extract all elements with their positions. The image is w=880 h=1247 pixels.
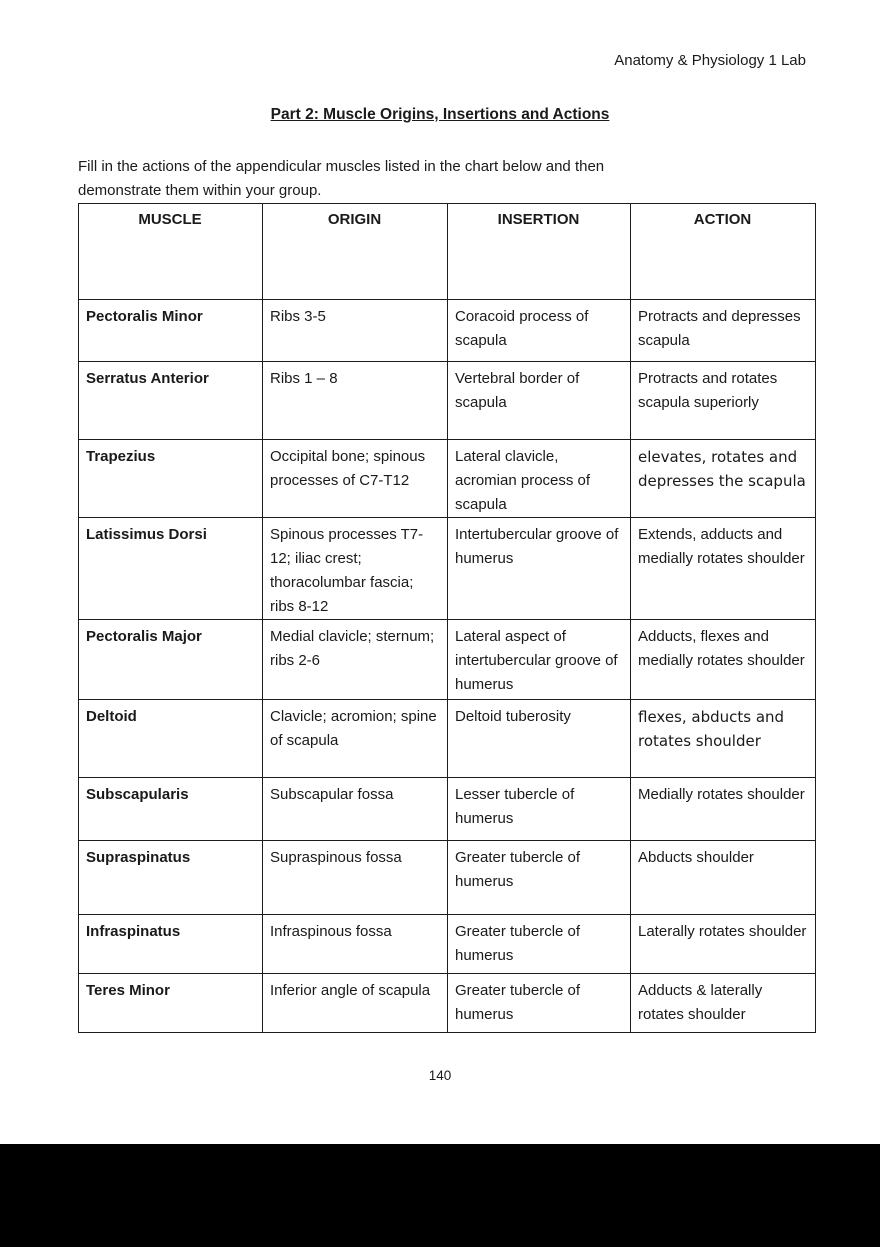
- origin-cell: Ribs 1 – 8: [263, 362, 448, 440]
- table-row: [79, 440, 816, 518]
- document-header-text: Anatomy & Physiology 1 Lab: [614, 52, 806, 69]
- table-row: [79, 915, 816, 974]
- muscle-cell: Serratus Anterior: [79, 362, 263, 440]
- column-header-action: ACTION: [631, 204, 816, 300]
- muscle-table-header: [79, 204, 816, 300]
- insertion-cell: Intertubercular groove of humerus: [448, 518, 631, 620]
- intro-line-2: demonstrate them within your group.: [78, 182, 322, 199]
- muscle-cell: Teres Minor: [79, 974, 263, 1033]
- table-row: [79, 700, 816, 778]
- origin-cell: Medial clavicle; sternum; ribs 2-6: [263, 620, 448, 700]
- action-cell: flexes, abducts and rotates shoulder: [631, 700, 816, 778]
- insertion-cell: Greater tubercle of humerus: [448, 841, 631, 915]
- action-cell: Protracts and depresses scapula: [631, 300, 816, 362]
- muscle-cell: Latissimus Dorsi: [79, 518, 263, 620]
- insertion-cell: Lateral clavicle, acromian process of scapula: [448, 440, 631, 518]
- insertion-cell: Coracoid process of scapula: [448, 300, 631, 362]
- muscle-table-body: [79, 300, 816, 1033]
- origin-cell: Occipital bone; spinous processes of C7-T12: [263, 440, 448, 518]
- insertion-cell: Greater tubercle of humerus: [448, 974, 631, 1033]
- muscle-cell: Supraspinatus: [79, 841, 263, 915]
- insertion-cell: Deltoid tuberosity: [448, 700, 631, 778]
- action-cell: elevates, rotates and depresses the scapula: [631, 440, 816, 518]
- origin-cell: Supraspinous fossa: [263, 841, 448, 915]
- footer-black-bar: [0, 1144, 880, 1247]
- muscle-cell: Pectoralis Major: [79, 620, 263, 700]
- table-row: [79, 778, 816, 841]
- intro-paragraph: [78, 155, 778, 203]
- action-cell: Adducts & laterally rotates shoulder: [631, 974, 816, 1033]
- action-cell: Laterally rotates shoulder: [631, 915, 816, 974]
- insertion-cell: Lesser tubercle of humerus: [448, 778, 631, 841]
- insertion-cell: Lateral aspect of intertubercular groove of humerus: [448, 620, 631, 700]
- muscle-table: [78, 203, 816, 1033]
- muscle-cell: Deltoid: [79, 700, 263, 778]
- action-cell: Abducts shoulder: [631, 841, 816, 915]
- column-header-muscle: MUSCLE: [79, 204, 263, 300]
- origin-cell: Spinous processes T7-12; iliac crest; thoracolumbar fascia; ribs 8-12: [263, 518, 448, 620]
- table-row: [79, 518, 816, 620]
- origin-cell: Subscapular fossa: [263, 778, 448, 841]
- insertion-cell: Greater tubercle of humerus: [448, 915, 631, 974]
- table-row: [79, 974, 816, 1033]
- action-cell: Medially rotates shoulder: [631, 778, 816, 841]
- table-row: [79, 300, 816, 362]
- action-cell: Adducts, flexes and medially rotates shoulder: [631, 620, 816, 700]
- action-cell: Protracts and rotates scapula superiorly: [631, 362, 816, 440]
- column-header-origin: ORIGIN: [263, 204, 448, 300]
- insertion-cell: Vertebral border of scapula: [448, 362, 631, 440]
- table-row: [79, 362, 816, 440]
- origin-cell: Inferior angle of scapula: [263, 974, 448, 1033]
- muscle-cell: Subscapularis: [79, 778, 263, 841]
- table-row: [79, 620, 816, 700]
- header-row: [79, 204, 816, 300]
- muscle-cell: Pectoralis Minor: [79, 300, 263, 362]
- page-title: Part 2: Muscle Origins, Insertions and Actions: [270, 106, 610, 123]
- intro-line-1: Fill in the actions of the appendicular muscles listed in the chart below and then: [78, 158, 605, 175]
- muscle-cell: Infraspinatus: [79, 915, 263, 974]
- page-number: 140: [428, 1068, 452, 1083]
- muscle-cell: Trapezius: [79, 440, 263, 518]
- table-row: [79, 841, 816, 915]
- column-header-insertion: INSERTION: [448, 204, 631, 300]
- origin-cell: Infraspinous fossa: [263, 915, 448, 974]
- action-cell: Extends, adducts and medially rotates shoulder: [631, 518, 816, 620]
- origin-cell: Ribs 3-5: [263, 300, 448, 362]
- origin-cell: Clavicle; acromion; spine of scapula: [263, 700, 448, 778]
